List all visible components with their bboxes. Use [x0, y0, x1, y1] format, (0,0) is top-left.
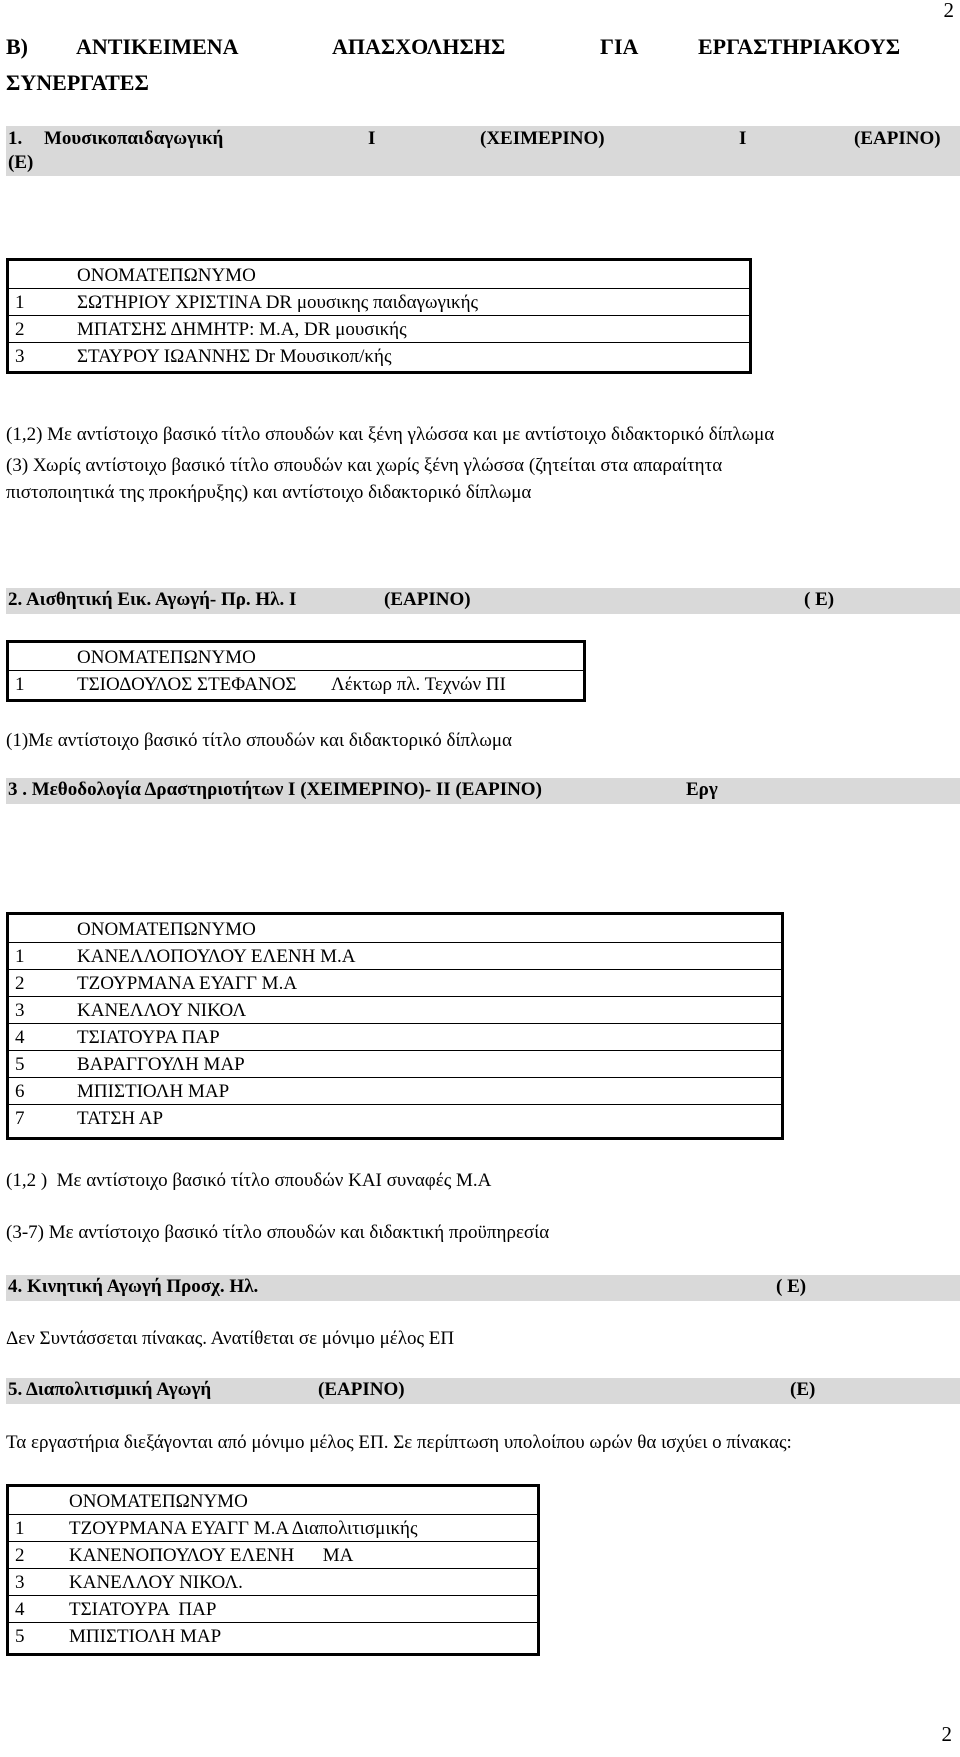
course1-type: (Ε) [8, 152, 34, 173]
table-row-num: 2 [15, 318, 25, 340]
table-row-num: 7 [15, 1107, 25, 1129]
course5-table [9, 1488, 537, 1649]
table-row-name: ΣΤΑΥΡΟΥ ΙΩΑΝΝΗΣ Dr Μουσικοπ/κής [77, 345, 392, 367]
section-b-word2: ΑΠΑΣΧΟΛΗΣΗΣ [332, 34, 506, 59]
table-row-name: ΤΖΟΥΡΜΑΝΑ ΕΥΑΓΓ Μ.Α [77, 972, 298, 994]
table-row-num: 4 [15, 1026, 25, 1048]
course4-title: 4. Κινητική Αγωγή Προσχ. Ηλ. [8, 1276, 259, 1297]
section-b-word1: ΑΝΤΙΚΕΙΜΕΝΑ [76, 34, 239, 59]
course2-title: 2. Αισθητική Εικ. Αγωγή- Πρ. Ηλ. Ι [8, 589, 297, 610]
course1-table-header: ΟΝΟΜΑΤΕΠΩΝΥΜΟ [77, 264, 256, 286]
table-row-name: ΤΑΤΣΗ ΑΡ [77, 1107, 164, 1129]
course2-table-header: ΟΝΟΜΑΤΕΠΩΝΥΜΟ [77, 646, 256, 668]
table-row-num: 1 [15, 945, 25, 967]
section-b-label: B) [6, 34, 28, 59]
course1-term1: (ΧΕΙΜΕΡΙΝΟ) [480, 128, 605, 149]
course1-semester2: Ι [739, 128, 747, 149]
course3-table-header: ΟΝΟΜΑΤΕΠΩΝΥΜΟ [77, 918, 256, 940]
table-row-num: 3 [15, 999, 25, 1021]
course5-table-header: ΟΝΟΜΑΤΕΠΩΝΥΜΟ [69, 1490, 248, 1512]
course3-note2: (3-7) Με αντίστοιχο βασικό τίτλο σπουδών και διδακτική προϋπηρεσία [6, 1222, 550, 1243]
course4-note: Δεν Συντάσσεται πίνακας. Ανατίθεται σε μόνιμο μέλος ΕΠ [6, 1328, 455, 1349]
table-row-num: 5 [15, 1625, 25, 1647]
page-number-top: 2 [943, 0, 954, 22]
table-row-num: 3 [15, 345, 25, 367]
table-row-name: ΜΠΑΤΣΗΣ ΔΗΜΗΤΡ: Μ.Α, DR μουσικής [77, 318, 407, 340]
course1-number: 1. [8, 128, 23, 149]
course2-table [9, 644, 583, 697]
section-b-word3: ΓΙΑ [600, 34, 639, 59]
course1-semester1: Ι [368, 128, 376, 149]
course1-title: Μουσικοπαιδαγωγική [44, 128, 224, 149]
table-row-num: 3 [15, 1571, 25, 1593]
course3-type: Εργ [686, 779, 718, 800]
course1-note2b: πιστοποιητικά της προκήρυξης) και αντίστοιχο διδακτορικό δίπλωμα [6, 482, 532, 503]
table-row-name: ΚΑΝΕΛΛΟΥ ΝΙΚΟΛ [77, 999, 247, 1021]
table-row-name: ΚΑΝΕΛΛΟΥ ΝΙΚΟΛ. [69, 1571, 243, 1593]
course5-title: 5. Διαπολιτισμική Αγωγή [8, 1379, 212, 1400]
course2-type: ( Ε) [804, 589, 835, 610]
course1-note2a: (3) Χωρίς αντίστοιχο βασικό τίτλο σπουδών και χωρίς ξένη γλώσσα (ζητείται στα απαραίτητα [6, 455, 723, 476]
course4-type: ( Ε) [776, 1276, 807, 1297]
table-row-num: 1 [15, 291, 25, 313]
table-row-num: 1 [15, 673, 25, 695]
course1-term2: (ΕΑΡΙΝΟ) [854, 128, 941, 149]
table-row-name: ΚΑΝΕΛΛΟΠΟΥΛΟΥ ΕΛΕΝΗ Μ.Α [77, 945, 356, 967]
course3-note1: (1,2 ) Με αντίστοιχο βασικό τίτλο σπουδών ΚΑΙ συναφές Μ.Α [6, 1170, 492, 1191]
table-row-num: 6 [15, 1080, 25, 1102]
table-row-num: 2 [15, 1544, 25, 1566]
section-b-word4: ΕΡΓΑΣΤΗΡΙΑΚΟΥΣ [698, 34, 901, 59]
table-row-name: ΤΣΙΑΤΟΥΡΑ ΠΑΡ [69, 1598, 217, 1620]
course5-type: (Ε) [790, 1379, 816, 1400]
table-row-name: ΣΩΤΗΡΙΟΥ ΧΡΙΣΤΙΝΑ DR μουσικης παιδαγωγικής [77, 291, 479, 313]
course1-note1: (1,2) Με αντίστοιχο βασικό τίτλο σπουδών και ξένη γλώσσα και με αντίστοιχο διδακτορικό δίπλωμα [6, 424, 775, 445]
table-row-num: 4 [15, 1598, 25, 1620]
table-row-name: ΤΖΟΥΡΜΑΝΑ ΕΥΑΓΓ Μ.Α Διαπολιτισμικής [69, 1517, 418, 1539]
table-row-name: ΤΣΙΑΤΟΥΡΑ ΠΑΡ [77, 1026, 220, 1048]
course2-term: (ΕΑΡΙΝΟ) [384, 589, 471, 610]
table-row-extra: Λέκτωρ πλ. Τεχνών ΠΙ [331, 673, 506, 695]
course3-title: 3 . Μεθοδολογία Δραστηριοτήτων Ι (ΧΕΙΜΕΡΙΝΟ)- ΙΙ (ΕΑΡΙΝΟ) [8, 779, 542, 800]
section-b-line2: ΣΥΝΕΡΓΑΤΕΣ [6, 70, 149, 95]
course3-table [9, 916, 781, 1131]
table-row-num: 5 [15, 1053, 25, 1075]
table-row-name: ΜΠΙΣΤΙΟΛΗ ΜΑΡ [69, 1625, 222, 1647]
table-row-name: ΜΠΙΣΤΙΟΛΗ ΜΑΡ [77, 1080, 230, 1102]
page-number-bottom: 2 [941, 1722, 952, 1746]
course2-note: (1)Με αντίστοιχο βασικό τίτλο σπουδών και διδακτορικό δίπλωμα [6, 730, 513, 751]
table-row-num: 2 [15, 972, 25, 994]
table-row-name: ΤΣΙΟΔΟΥΛΟΣ ΣΤΕΦΑΝΟΣ [77, 673, 297, 695]
table-row-num: 1 [15, 1517, 25, 1539]
table-row-name: ΚΑΝΕΝΟΠΟΥΛΟΥ ΕΛΕΝΗ ΜΑ [69, 1544, 354, 1566]
course5-note: Τα εργαστήρια διεξάγονται από μόνιμο μέλος ΕΠ. Σε περίπτωση υπολοίπου ωρών θα ισχύει ο πίνακας: [6, 1432, 792, 1453]
course1-table [9, 262, 749, 369]
table-row-name: ΒΑΡΑΓΓΟΥΛΗ ΜΑΡ [77, 1053, 245, 1075]
course5-term: (ΕΑΡΙΝΟ) [318, 1379, 405, 1400]
